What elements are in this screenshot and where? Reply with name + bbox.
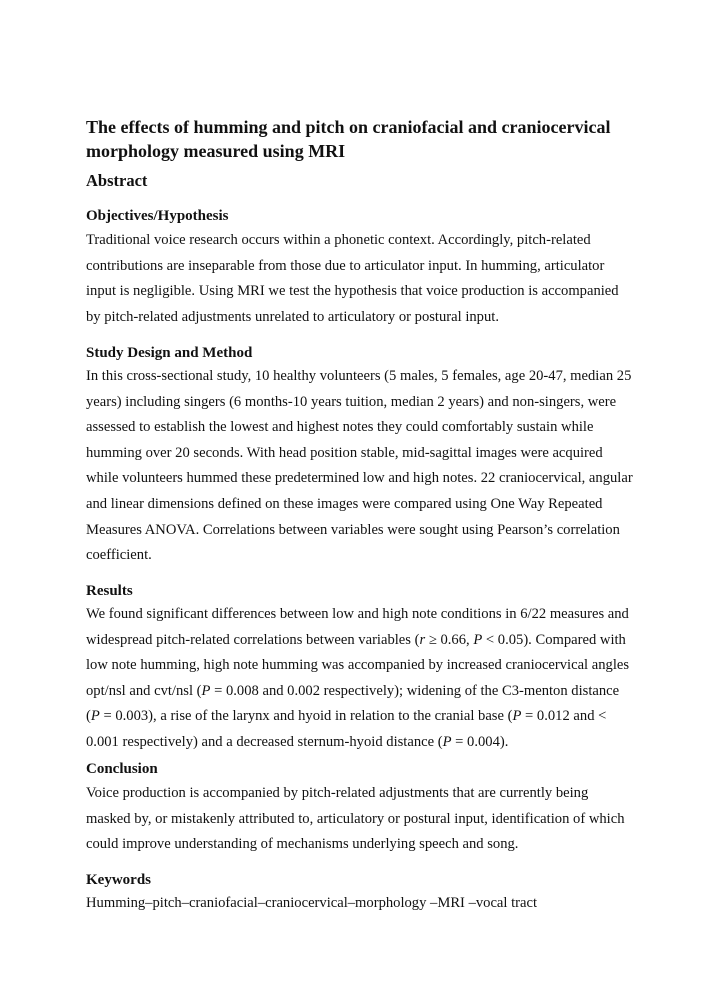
text-line [86,279,666,305]
text-line [86,781,666,807]
results-text [86,602,666,756]
italic-symbol: P [90,708,100,725]
objectives-heading: Objectives/Hypothesis [86,208,229,224]
text-line [86,492,666,518]
text-run: 0.001 respectively) and a decreased sternum-hyoid distance ( [86,733,443,750]
text-run: coefficient. [86,547,152,564]
text-line [86,305,666,331]
text-line [86,364,666,390]
italic-symbol: r [419,631,426,648]
text-run: while volunteers hummed these predetermined low and high notes. 22 craniocervical, angular [86,470,633,487]
paper-title [86,115,646,163]
study-design-text [86,364,666,569]
text-line [86,415,666,441]
text-line [86,543,666,569]
text-line [86,832,666,858]
text-run: Humming–pitch–craniofacial–craniocervical–morphology –MRI –vocal tract [86,895,538,911]
text-run: opt/nsl and cvt/nsl ( [86,682,202,699]
text-run: widespread pitch-related correlations between variables ( [86,631,420,648]
text-line [86,807,666,833]
study-design-heading: Study Design and Method [86,345,253,361]
text-run: ( [86,708,91,725]
text-run: by pitch-related adjustments unrelated to articulatory or postural input. [86,308,499,325]
keywords-heading: Keywords [86,872,151,888]
text-run: = 0.003), a rise of the larynx and hyoid in relation to the cranial base ( [99,708,513,725]
text-line [86,679,666,705]
text-run: Measures ANOVA. Correlations between variables were sought using Pearson’s correlation [86,521,620,538]
text-run: contributions are inseparable from those due to articulator input. In humming, articulator [86,257,605,274]
conclusion-heading: Conclusion [86,761,158,777]
text-run: We found significant differences between low and high note conditions in 6/22 measures and [86,606,629,622]
text-line [86,704,666,730]
text-run: could improve understanding of mechanisms underlying speech and song. [86,836,519,853]
text-run: = 0.004). [451,733,509,750]
text-line [86,390,666,416]
title-line: morphology measured using MRI [86,141,346,161]
text-run: input is negligible. Using MRI we test the hypothesis that voice production is accompanied [86,283,619,300]
text-run: assessed to establish the lowest and highest notes they could comfortably sustain while [86,419,594,436]
text-line [86,730,666,756]
text-line [86,518,666,544]
abstract-heading: Abstract [86,171,148,190]
text-line [86,228,666,254]
text-run: = 0.008 and 0.002 respectively); widening of the C3-menton distance [210,682,620,699]
text-run: ≥ 0.66, [425,631,474,648]
conclusion-text [86,781,666,858]
italic-symbol: P [473,631,483,648]
title-line: The effects of humming and pitch on craniofacial and craniocervical [86,117,611,137]
text-run: Voice production is accompanied by pitch-related adjustments that are currently being [86,785,589,801]
text-line [86,628,666,654]
text-run: humming over 20 seconds. With head position stable, mid-sagittal images were acquired [86,444,603,461]
italic-symbol: P [442,733,452,750]
text-line [86,891,666,917]
text-line [86,254,666,280]
text-run: = 0.012 and < [521,708,607,725]
text-run: Traditional voice research occurs within a phonetic context. Accordingly, pitch-related [86,232,591,248]
text-line [86,466,666,492]
text-line [86,653,666,679]
keywords-text [86,891,666,917]
objectives-text [86,228,666,330]
italic-symbol: P [512,708,522,725]
italic-symbol: P [201,682,211,699]
text-run: and linear dimensions defined on these images were compared using One Way Repeated [86,495,603,512]
text-run: masked by, or mistakenly attributed to, articulatory or postural input, identification of which [86,810,625,827]
text-run: low note humming, high note humming was accompanied by increased craniocervical angles [86,657,630,674]
text-run: years) including singers (6 months-10 years tuition, median 2 years) and non-singers, were [86,393,617,410]
text-line [86,602,666,628]
text-run: < 0.05). Compared with [482,631,626,648]
text-run: In this cross-sectional study, 10 healthy volunteers (5 males, 5 females, age 20-47, median 25 [86,368,632,384]
text-line [86,441,666,467]
results-heading: Results [86,583,133,599]
